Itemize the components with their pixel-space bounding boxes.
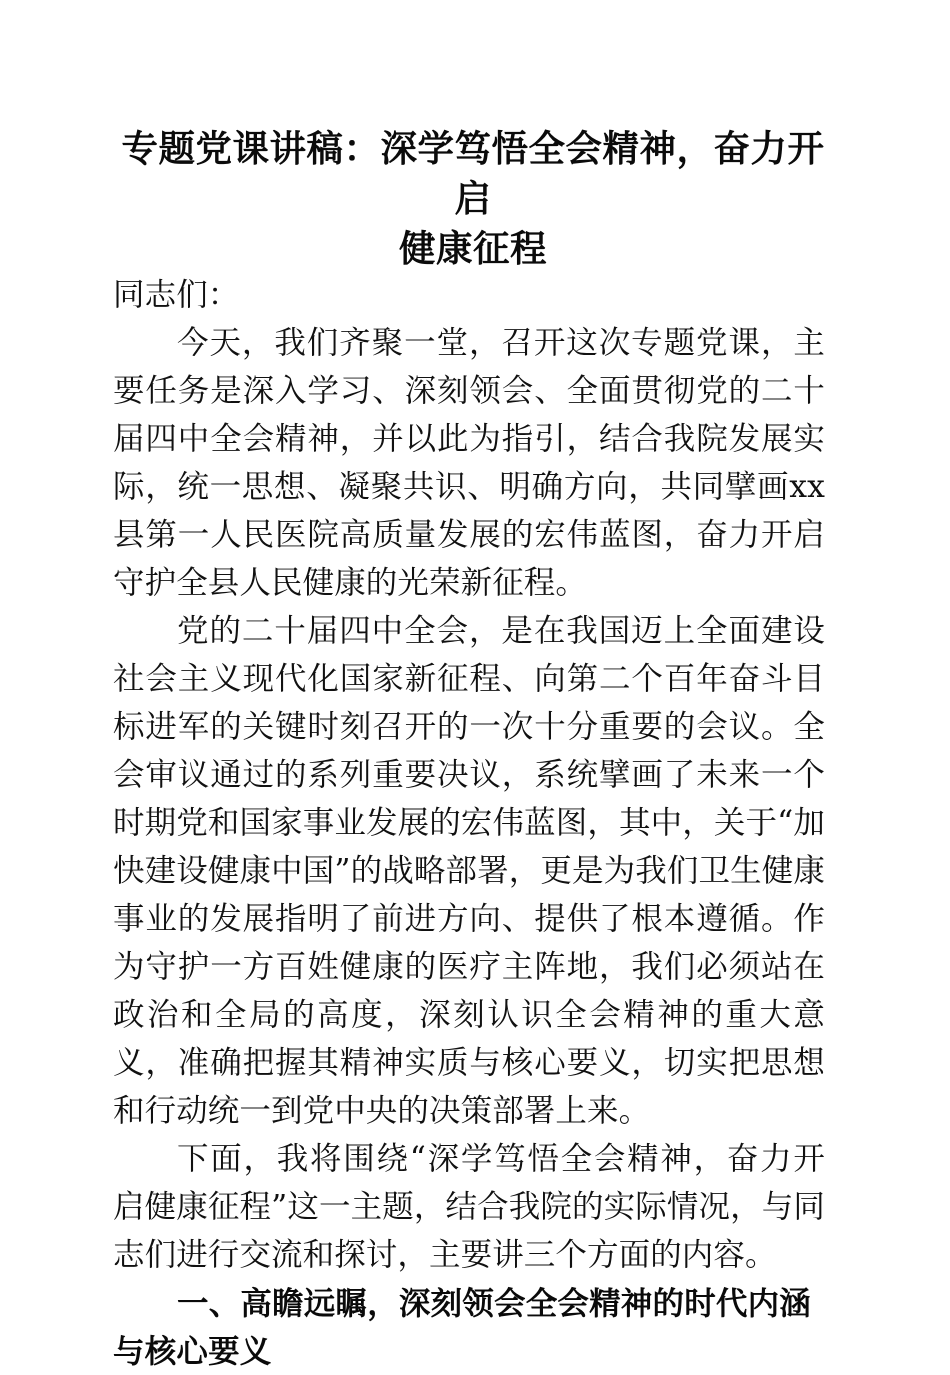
page-title-line-1: 专题党课讲稿：深学笃悟全会精神，奋力开启	[121, 128, 825, 219]
paragraph-3: 下面，我将围绕“深学笃悟全会精神，奋力开启健康征程”这一主题，结合我院的实际情况，与同志们进行交流和探讨，主要讲三个方面的内容。	[113, 1141, 825, 1273]
section-heading-1: 一、高瞻远瞩，深刻领会全会精神的时代内涵与核心要义	[113, 1285, 812, 1369]
paragraph-2: 党的二十届四中全会，是在我国迈上全面建设社会主义现代化国家新征程、向第二个百年奋斗目标进军的关键时刻召开的一次十分重要的会议。全会审议通过的系列重要决议，系统擘画了未来一个时期党和国家事业发展的宏伟蓝图，其中，关于“加快建设健康中国”的战略部署，更是为我们卫生健康事业的发展指明了前进方向、提供了根本遵循。作为守护一方百姓健康的医疗主阵地，我们必须站在政治和全局的高度，深刻认识全会精神的重大意义，准确把握其精神实质与核心要义，切实把思想和行动统一到党中央的决策部署上来。	[113, 613, 825, 1129]
salutation: 同志们：	[113, 277, 240, 313]
page-title-line-2: 健康征程	[399, 228, 547, 269]
paragraph-1: 今天，我们齐聚一堂，召开这次专题党课，主要任务是深入学习、深刻领会、全面贯彻党的二十届四中全会精神，并以此为指引，结合我院发展实际，统一思想、凝聚共识、明确方向，共同擘画xx县第一人民医院高质量发展的宏伟蓝图，奋力开启守护全县人民健康的光荣新征程。	[113, 325, 825, 601]
page-title	[117, 124, 829, 274]
document-body	[113, 271, 825, 1375]
